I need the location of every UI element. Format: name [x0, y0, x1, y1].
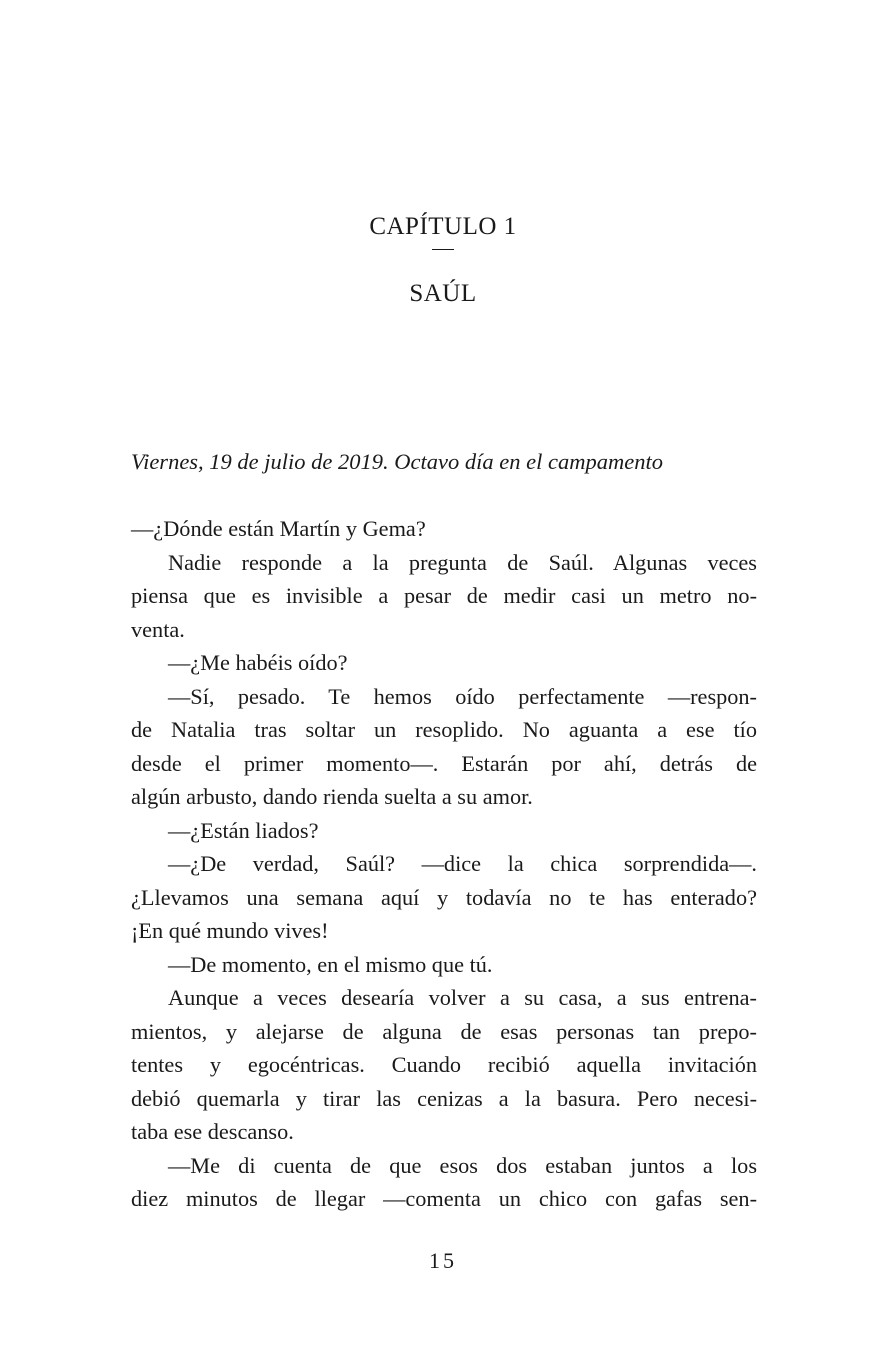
text-line: desde el primer momento—. Estarán por ahí, detrás de: [131, 750, 757, 776]
chapter-divider: [432, 249, 454, 250]
text-line: de Natalia tras soltar un resoplido. No aguanta a ese tío: [131, 717, 757, 742]
text-line: —Sí, pesado. Te hemos oído perfectamente —respon-: [168, 683, 757, 709]
text-line: venta.: [131, 616, 185, 642]
text-line: —¿Me habéis oído?: [168, 650, 348, 675]
dateline: Viernes, 19 de julio de 2019. Octavo día en el campamento: [131, 449, 663, 474]
text-line: piensa que es invisible a pesar de medir casi un metro no-: [131, 583, 757, 608]
text-line: Nadie responde a la pregunta de Saúl. Algunas veces: [168, 549, 757, 575]
chapter-heading: CAPÍTULO 1: [369, 213, 517, 240]
text-line: algún arbusto, dando rienda suelta a su amor.: [131, 784, 533, 809]
text-line: —¿De verdad, Saúl? —dice la chica sorprendida—.: [168, 851, 757, 876]
text-line: —¿Están liados?: [168, 817, 319, 843]
text-line: Aunque a veces desearía volver a su casa, a sus entrena-: [168, 985, 757, 1010]
text-line: ¿Llevamos una semana aquí y todavía no te has enterado?: [131, 884, 757, 910]
text-line: debió quemarla y tirar las cenizas a la basura. Pero necesi-: [131, 1085, 757, 1111]
text-line: mientos, y alejarse de alguna de esas personas tan prepo-: [131, 1018, 757, 1044]
page-number: 15: [429, 1248, 457, 1273]
body-text: [131, 512, 757, 1216]
text-line: —De momento, en el mismo que tú.: [168, 951, 493, 977]
text-line: ¡En qué mundo vives!: [131, 918, 329, 943]
text-line: taba ese descanso.: [131, 1119, 294, 1144]
text-line: tentes y egocéntricas. Cuando recibió aquella invitación: [131, 1052, 757, 1077]
chapter-name: SAÚL: [409, 280, 477, 307]
text-line: diez minutos de llegar —comenta un chico con gafas sen-: [131, 1186, 757, 1211]
text-line: —Me di cuenta de que esos dos estaban juntos a los: [168, 1152, 757, 1178]
text-line: —¿Dónde están Martín y Gema?: [131, 516, 426, 541]
